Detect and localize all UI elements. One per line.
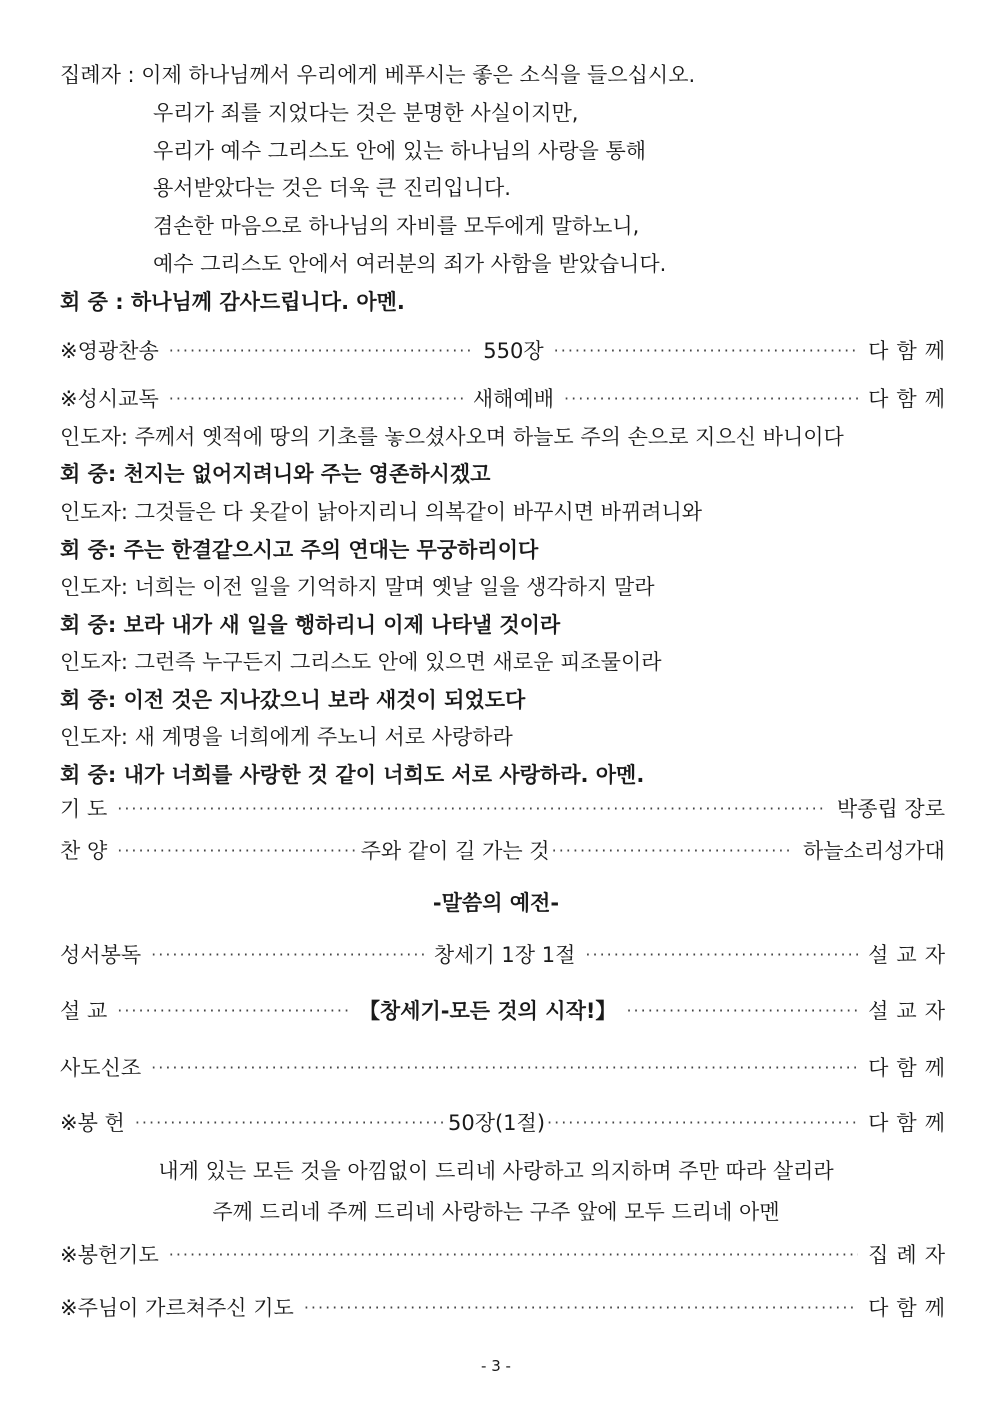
- item-leader: 다함께: [868, 1296, 953, 1320]
- leader-dots: [169, 389, 463, 408]
- leader-dots: [169, 341, 474, 360]
- order-item-psalter: [60, 384, 953, 412]
- reading-leader-line: 인도자: 너희는 이전 일을 기억하지 말며 옛날 일을 생각하지 말라: [60, 575, 655, 599]
- item-label: ※봉 헌: [60, 1111, 125, 1135]
- leader-dots: [151, 945, 424, 964]
- reading-leader-line: 인도자: 주께서 옛적에 땅의 기초를 놓으셨사오며 하늘도 주의 손으로 지으신 바니이다: [60, 425, 844, 449]
- order-item-scripture: [60, 940, 953, 968]
- offering-lyric-line: 주께 드리네 주께 드리네 사랑하는 구주 앞에 모두 드리네 아멘: [212, 1200, 780, 1224]
- order-item-anthem: [60, 836, 945, 864]
- order-item-offering-prayer: [60, 1240, 953, 1268]
- item-label: ※성시교독: [60, 387, 159, 411]
- item-label: 설 교: [60, 999, 108, 1023]
- item-leader: 다함께: [868, 339, 954, 363]
- absolution-line: 우리가 죄를 지었다는 것은 분명한 사실이지만,: [153, 101, 579, 125]
- leader-dots: [117, 1001, 349, 1020]
- leader-dots: [547, 1113, 858, 1132]
- item-leader: 설교자: [868, 943, 953, 967]
- reading-congregation-line: 회 중: 내가 너희를 사랑한 것 같이 너희도 서로 사랑하라. 아멘.: [60, 763, 645, 787]
- order-item-creed: [60, 1053, 953, 1081]
- leader-dots: [117, 799, 827, 818]
- order-item-lords-prayer: [60, 1293, 953, 1321]
- leader-dots: [169, 1245, 858, 1264]
- absolution-line: 용서받았다는 것은 더욱 큰 진리입니다.: [153, 176, 511, 200]
- leader-dots: [554, 341, 859, 360]
- leader-dots: [626, 1001, 858, 1020]
- absolution-line: 겸손한 마음으로 하나님의 자비를 모두에게 말하노니,: [153, 214, 640, 238]
- reading-leader-line: 인도자: 그런즉 누구든지 그리스도 안에 있으면 새로운 피조물이라: [60, 650, 662, 674]
- order-item-offering: [60, 1108, 953, 1136]
- item-label: 성서봉독: [60, 943, 142, 967]
- item-leader: 하늘소리성가대: [802, 839, 945, 863]
- reading-congregation-line: 회 중: 이전 것은 지나갔으니 보라 새것이 되었도다: [60, 688, 526, 712]
- sermon-title: 【창세기-모든 것의 시작!】: [358, 999, 617, 1023]
- absolution-line: 예수 그리스도 안에서 여러분의 죄가 사함을 받았습니다.: [153, 252, 667, 276]
- order-item-sermon: [60, 996, 953, 1024]
- reading-leader-line: 인도자: 새 계명을 너희에게 주노니 서로 사랑하라: [60, 725, 513, 749]
- item-leader: 다함께: [868, 1056, 953, 1080]
- leader-dots: [552, 841, 793, 860]
- leader-dots: [585, 945, 858, 964]
- reading-congregation-line: 회 중: 천지는 없어지려니와 주는 영존하시겠고: [60, 462, 491, 486]
- item-label: 찬 양: [60, 839, 108, 863]
- item-label: 기 도: [60, 797, 108, 821]
- page-number: - 3 -: [481, 1357, 511, 1375]
- item-detail: 550장: [483, 339, 544, 363]
- item-label: 사도신조: [60, 1056, 142, 1080]
- order-item-gloria: [60, 336, 954, 364]
- item-label: ※봉헌기도: [60, 1243, 159, 1267]
- item-leader: 박종립 장로: [836, 797, 945, 821]
- item-label: ※영광찬송: [60, 339, 159, 363]
- absolution-line: 우리가 예수 그리스도 안에 있는 하나님의 사랑을 통해: [153, 139, 647, 163]
- order-item-prayer: [60, 794, 945, 822]
- item-detail: 50장(1절): [447, 1111, 546, 1135]
- leader-dots: [304, 1298, 858, 1317]
- item-leader: 다함께: [868, 387, 953, 411]
- reading-leader-line: 인도자: 그것들은 다 옷같이 낡아지리니 의복같이 바꾸시면 바뀌려니와: [60, 500, 703, 524]
- absolution-response: 회 중 : 하나님께 감사드립니다. 아멘.: [60, 290, 405, 314]
- reading-congregation-line: 회 중: 주는 한결같으시고 주의 연대는 무궁하리이다: [60, 538, 539, 562]
- item-leader: 설교자: [868, 999, 953, 1023]
- item-leader: 다함께: [868, 1111, 953, 1135]
- reading-congregation-line: 회 중: 보라 내가 새 일을 행하리니 이제 나타낼 것이라: [60, 613, 561, 637]
- leader-dots: [564, 389, 858, 408]
- item-leader: 집례자: [868, 1243, 953, 1267]
- section-title: -말씀의 예전-: [432, 891, 560, 915]
- absolution-intro: 집례자 : 이제 하나님께서 우리에게 베푸시는 좋은 소식을 들으십시오.: [60, 63, 696, 87]
- leader-dots: [117, 841, 358, 860]
- leader-dots: [151, 1058, 858, 1077]
- item-detail: 창세기 1장 1절: [433, 943, 576, 967]
- leader-dots: [135, 1113, 446, 1132]
- offering-lyric-line: 내게 있는 모든 것을 아낌없이 드리네 사랑하고 의지하며 주만 따라 살리라: [158, 1159, 834, 1183]
- item-detail: 새해예배: [472, 387, 555, 411]
- item-label: ※주님이 가르쳐주신 기도: [60, 1296, 294, 1320]
- item-detail: 주와 같이 길 가는 것: [360, 839, 550, 863]
